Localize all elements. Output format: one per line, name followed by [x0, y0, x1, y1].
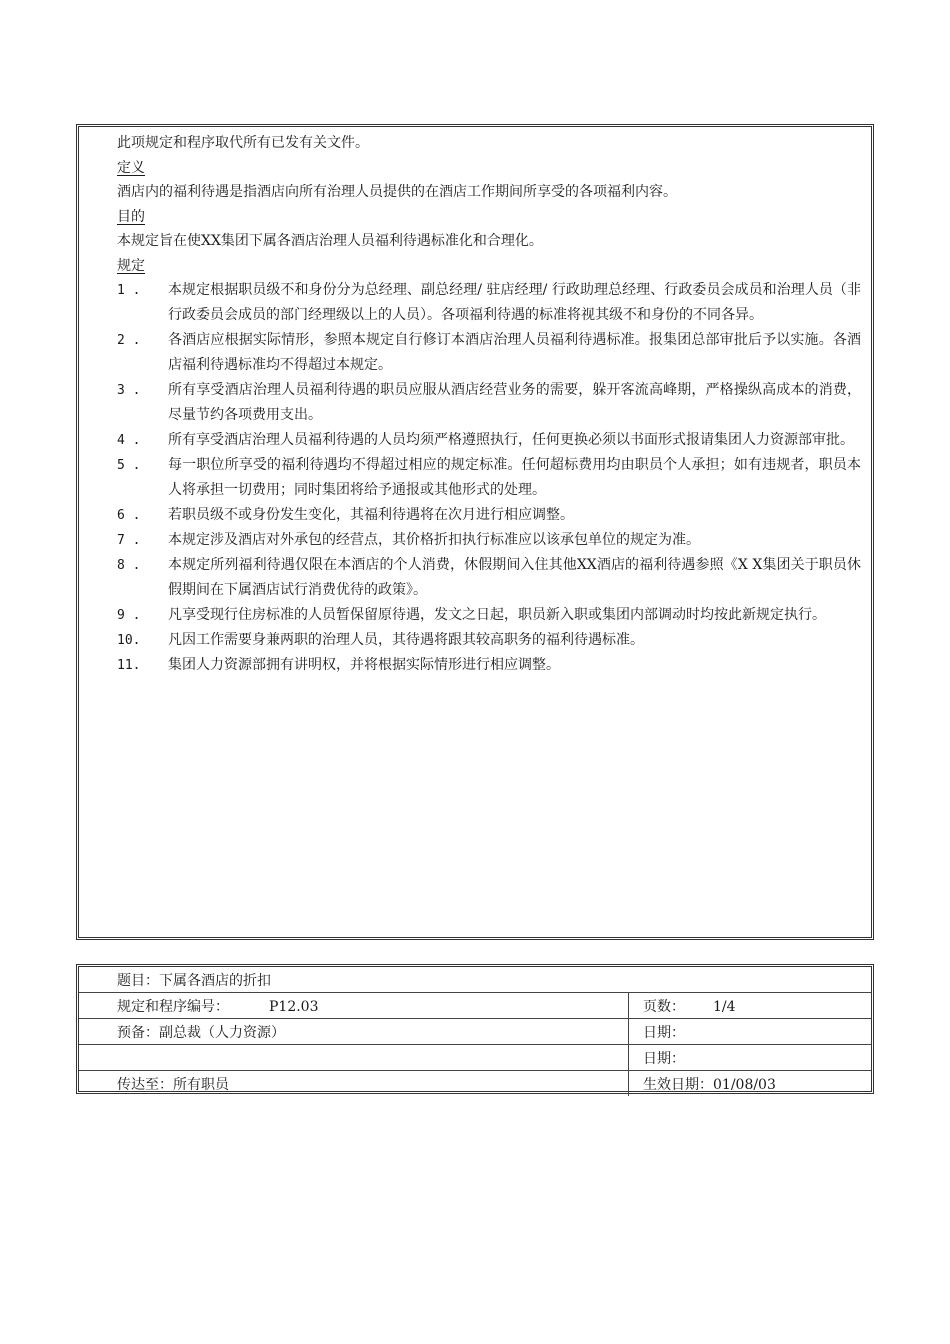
rule-number: 2 . [117, 333, 141, 348]
document-info-table [79, 967, 871, 1096]
rule-text: 若职员级不或身份发生变化，其福利待遇将在次月进行相应调整。 [168, 507, 574, 523]
rule-number: 3 . [117, 383, 141, 398]
rule-text: 所有享受酒店治理人员福利待遇的人员均须严格遵照执行，任何更换必须以书面形式报请集团人力资源部审批。 [168, 432, 854, 448]
rule-item [117, 503, 861, 528]
page-count-value: 1/4 [713, 998, 736, 1015]
subject-cell: 题目：下属各酒店的折扣 [79, 967, 871, 993]
empty-cell [79, 1045, 629, 1071]
document-content [117, 131, 861, 678]
table-row [79, 967, 871, 993]
rule-text: 每一职位所享受的福利待遇均不得超过相应的规定标准。任何超标费用均由职员个人承担；如有违规者，职员本人将承担一切费用；同时集团将给予通报或其他形式的处理。 [168, 457, 861, 498]
rule-text: 凡享受现行住房标准的人员暂保留原待遇，发文之日起，职员新入职或集团内部调动时均按此新规定执行。 [168, 607, 826, 623]
rule-item [117, 278, 861, 328]
effective-date-cell: 生效日期：01/08/03 [629, 1071, 872, 1097]
rule-text: 集团人力资源部拥有讲明权，并将根据实际情形进行相应调整。 [168, 657, 560, 673]
rule-item [117, 328, 861, 378]
page-count-cell [629, 993, 872, 1019]
rule-number: 5 . [117, 458, 141, 473]
page-count-label: 页数： [643, 998, 685, 1015]
rule-text: 本规定涉及酒店对外承包的经营点，其价格折扣执行标准应以该承包单位的规定为准。 [168, 532, 700, 548]
intro-text: 此项规定和程序取代所有已发有关文件。 [117, 135, 369, 151]
rule-item [117, 428, 861, 453]
rule-number: 9 . [117, 608, 141, 623]
rules-heading: 规定 [117, 257, 145, 274]
rule-item [117, 453, 861, 503]
table-row [79, 1071, 871, 1097]
rule-number: 1 . [117, 283, 141, 298]
rule-text: 各酒店应根据实际情形，参照本规定自行修订本酒店治理人员福利待遇标准。报集团总部审批后予以实施。各酒店福利待遇标准均不得超过本规定。 [168, 332, 861, 373]
procedure-code-value: P12.03 [269, 998, 319, 1015]
table-row [79, 1019, 871, 1045]
rule-text: 本规定所列福利待遇仅限在本酒店的个人消费，休假期间入住其他XX酒店的福利待遇参照《X X集团关于职员休假期间在下属酒店试行消费优待的政策》。 [168, 557, 861, 598]
rule-item [117, 528, 861, 553]
procedure-code-cell [79, 993, 629, 1019]
rule-number: 11. [117, 658, 141, 673]
rule-number: 10. [117, 633, 141, 648]
rule-number: 6 . [117, 508, 141, 523]
rule-text: 凡因工作需要身兼两职的治理人员，其待遇将跟其较高职务的福利待遇标准。 [168, 632, 644, 648]
rule-item [117, 653, 861, 678]
rule-item [117, 378, 861, 428]
date-cell-2: 日期： [629, 1045, 872, 1071]
definition-text: 酒店内的福利待遇是指酒店向所有治理人员提供的在酒店工作期间所享受的各项福利内容。 [117, 184, 677, 200]
rule-text: 所有享受酒店治理人员福利待遇的职员应服从酒店经营业务的需要，躲开客流高峰期，严格操纵高成本的消费，尽量节约各项费用支出。 [168, 382, 861, 423]
rule-item [117, 603, 861, 628]
rule-number: 7 . [117, 533, 141, 548]
purpose-text: 本规定旨在使XX集团下属各酒店治理人员福利待遇标准化和合理化。 [117, 233, 543, 249]
definition-heading: 定义 [117, 159, 145, 176]
table-row [79, 1045, 871, 1071]
rule-number: 8 . [117, 558, 141, 573]
date-cell-1: 日期： [629, 1019, 872, 1045]
distribution-cell: 传达至：所有职员 [79, 1071, 629, 1097]
prepared-by-cell: 预备：副总裁（人力资源） [79, 1019, 629, 1045]
purpose-heading: 目的 [117, 208, 145, 225]
document-footer-frame [76, 964, 874, 1094]
rule-number: 4 . [117, 433, 141, 448]
rule-item [117, 553, 861, 603]
document-body-frame [76, 124, 874, 940]
procedure-code-label: 规定和程序编号： [117, 998, 229, 1015]
rule-text: 本规定根据职员级不和身份分为总经理、副总经理/ 驻店经理/ 行政助理总经理、行政委员会成员和治理人员（非行政委员会成员的部门经理级以上的人员）。各项福利待遇的标准将视其级不和身份的不同各异。 [168, 282, 861, 323]
rule-item [117, 628, 861, 653]
table-row [79, 993, 871, 1019]
